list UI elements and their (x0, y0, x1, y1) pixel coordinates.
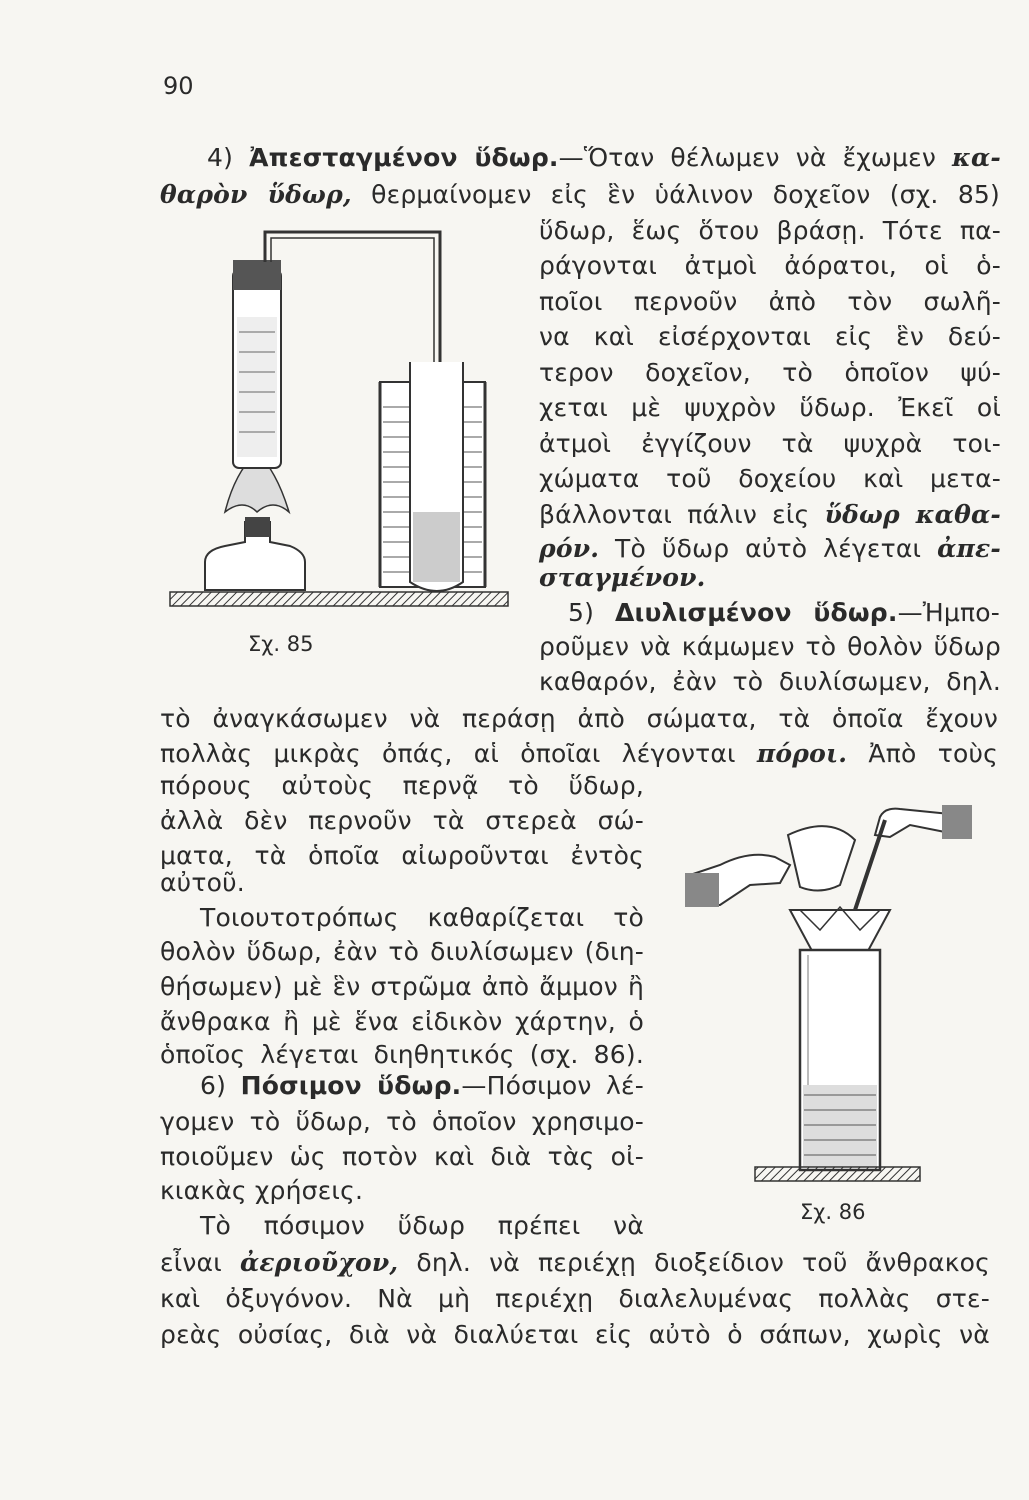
figure-86-filtration-apparatus (680, 795, 990, 1195)
sec4-line-10: χώματα τοῦ δοχείου καὶ μετα- (539, 464, 1001, 493)
sec6-p2-line-4: ρεὰς οὐσίας, διὰ νὰ διαλύεται εἰς αὐτὸ ὁ σάπων, χωρὶς νὰ (160, 1320, 990, 1349)
sec4-line-8: χεται μὲ ψυχρὸν ὕδωρ. Ἐκεῖ οἱ (539, 393, 1001, 422)
sec6-p2-line-1: Τὸ πόσιμον ὕδωρ πρέπει νὰ (200, 1211, 644, 1240)
sec5-line-7: ἀλλὰ δὲν περνοῦν τὰ στερεὰ σώ- (160, 806, 644, 835)
sec5-p2-line-5: ὁποῖος λέγεται διηθητικός (σχ. 86). (160, 1040, 644, 1069)
sec5-line-9: αὐτοῦ. (160, 868, 245, 897)
sec6-line-2: γομεν τὸ ὕδωρ, τὸ ὁποῖον χρησιμο- (160, 1107, 644, 1136)
sec6-heading: Πόσιμον ὕδωρ. (240, 1071, 462, 1100)
sec6-number: 6) (200, 1071, 241, 1100)
sec4-line-13: σταγμένον. (539, 563, 706, 592)
sec6-line-4: κιακὰς χρήσεις. (160, 1176, 364, 1205)
figure-86-caption: Σχ. 86 (800, 1200, 866, 1224)
page-number: 90 (163, 72, 194, 100)
sec5-line-4: τὸ ἀναγκάσωμεν νὰ περάσῃ ἀπὸ σώματα, τὰ ὁποῖα ἔχουν (160, 704, 998, 733)
figure-85-distillation-apparatus (165, 222, 525, 652)
sec5-number: 5) (568, 598, 615, 627)
sec4-heading: Ἀπεσταγμένον ὕδωρ. (249, 143, 559, 172)
sec5-line-1: 5) Διυλισμένον ὕδωρ.—Ἠμπο- (568, 598, 1000, 627)
sec4-line-3: ὕδωρ, ἕως ὅτου βράσῃ. Τότε πα- (539, 216, 1001, 245)
sec5-p2-line-2: θολὸν ὕδωρ, ἐὰν τὸ διυλίσωμεν (διη- (160, 937, 644, 966)
figure-85-caption: Σχ. 85 (248, 632, 314, 656)
sec4-line-2: θαρὸν ὕδωρ, θερμαίνομεν εἰς ἓν ὑάλινον δοχεῖον (σχ. 85) (160, 180, 1000, 209)
sec4-line-7: τερον δοχεῖον, τὸ ὁποῖον ψύ- (539, 358, 1001, 387)
sec5-p2-line-1: Τοιουτοτρόπως καθαρίζεται τὸ (200, 903, 644, 932)
sec4-line-1: 4) Ἀπεσταγμένον ὕδωρ.—Ὅταν θέλωμεν νὰ ἔχωμεν κα- (207, 143, 1001, 172)
sec5-line-3: καθαρόν, ἐὰν τὸ διυλίσωμεν, δηλ. (539, 667, 1001, 696)
sec4-line-9: ἀτμοὶ ἐγγίζουν τὰ ψυχρὰ τοι- (539, 429, 1001, 458)
sec4-line-11: βάλλονται πάλιν εἰς ὕδωρ καθα- (539, 500, 1001, 529)
sec6-p2-line-3: καὶ ὀξυγόνον. Νὰ μὴ περιέχῃ διαλελυμένας πολλὰς στε- (160, 1284, 990, 1313)
sec4-line-4: ράγονται ἀτμοὶ ἀόρατοι, οἱ ὁ- (539, 251, 1001, 280)
sec4-line-6: να καὶ εἰσέρχονται εἰς ἓν δεύ- (539, 322, 1001, 351)
sec4-line-5: ποῖοι περνοῦν ἀπὸ τὸν σωλῆ- (539, 287, 1001, 316)
sec6-p2-line-2: εἶναι ἀεριοῦχον, δηλ. νὰ περιέχῃ διοξείδιον τοῦ ἄνθρακος (160, 1248, 991, 1277)
sec5-line-5: πολλὰς μικρὰς ὀπάς, αἱ ὁποῖαι λέγονται πόροι. Ἀπὸ τοὺς (160, 739, 998, 768)
sec5-line-2: ροῦμεν νὰ κάμωμεν τὸ θολὸν ὕδωρ (539, 632, 1001, 661)
sec5-heading: Διυλισμένον ὕδωρ. (614, 598, 898, 627)
sec6-line-3: ποιοῦμεν ὡς ποτὸν καὶ διὰ τὰς οἰ- (160, 1142, 644, 1171)
sec5-p2-line-3: θήσωμεν) μὲ ἓν στρῶμα ἀπὸ ἄμμον ἢ (160, 972, 644, 1001)
sec5-p2-line-4: ἄνθρακα ἢ μὲ ἕνα εἰδικὸν χάρτην, ὁ (160, 1007, 644, 1036)
sec5-line-6: πόρους αὐτοὺς περνᾷ τὸ ὕδωρ, (160, 771, 644, 800)
sec5-line-8: ματα, τὰ ὁποῖα αἰωροῦνται ἐντὸς (160, 841, 644, 870)
sec4-number: 4) (207, 143, 250, 172)
sec4-line-12: ρόν. Τὸ ὕδωρ αὐτὸ λέγεται ἀπε- (539, 534, 1001, 563)
sec6-line-1: 6) Πόσιμον ὕδωρ.—Πόσιμον λέ- (200, 1071, 644, 1100)
